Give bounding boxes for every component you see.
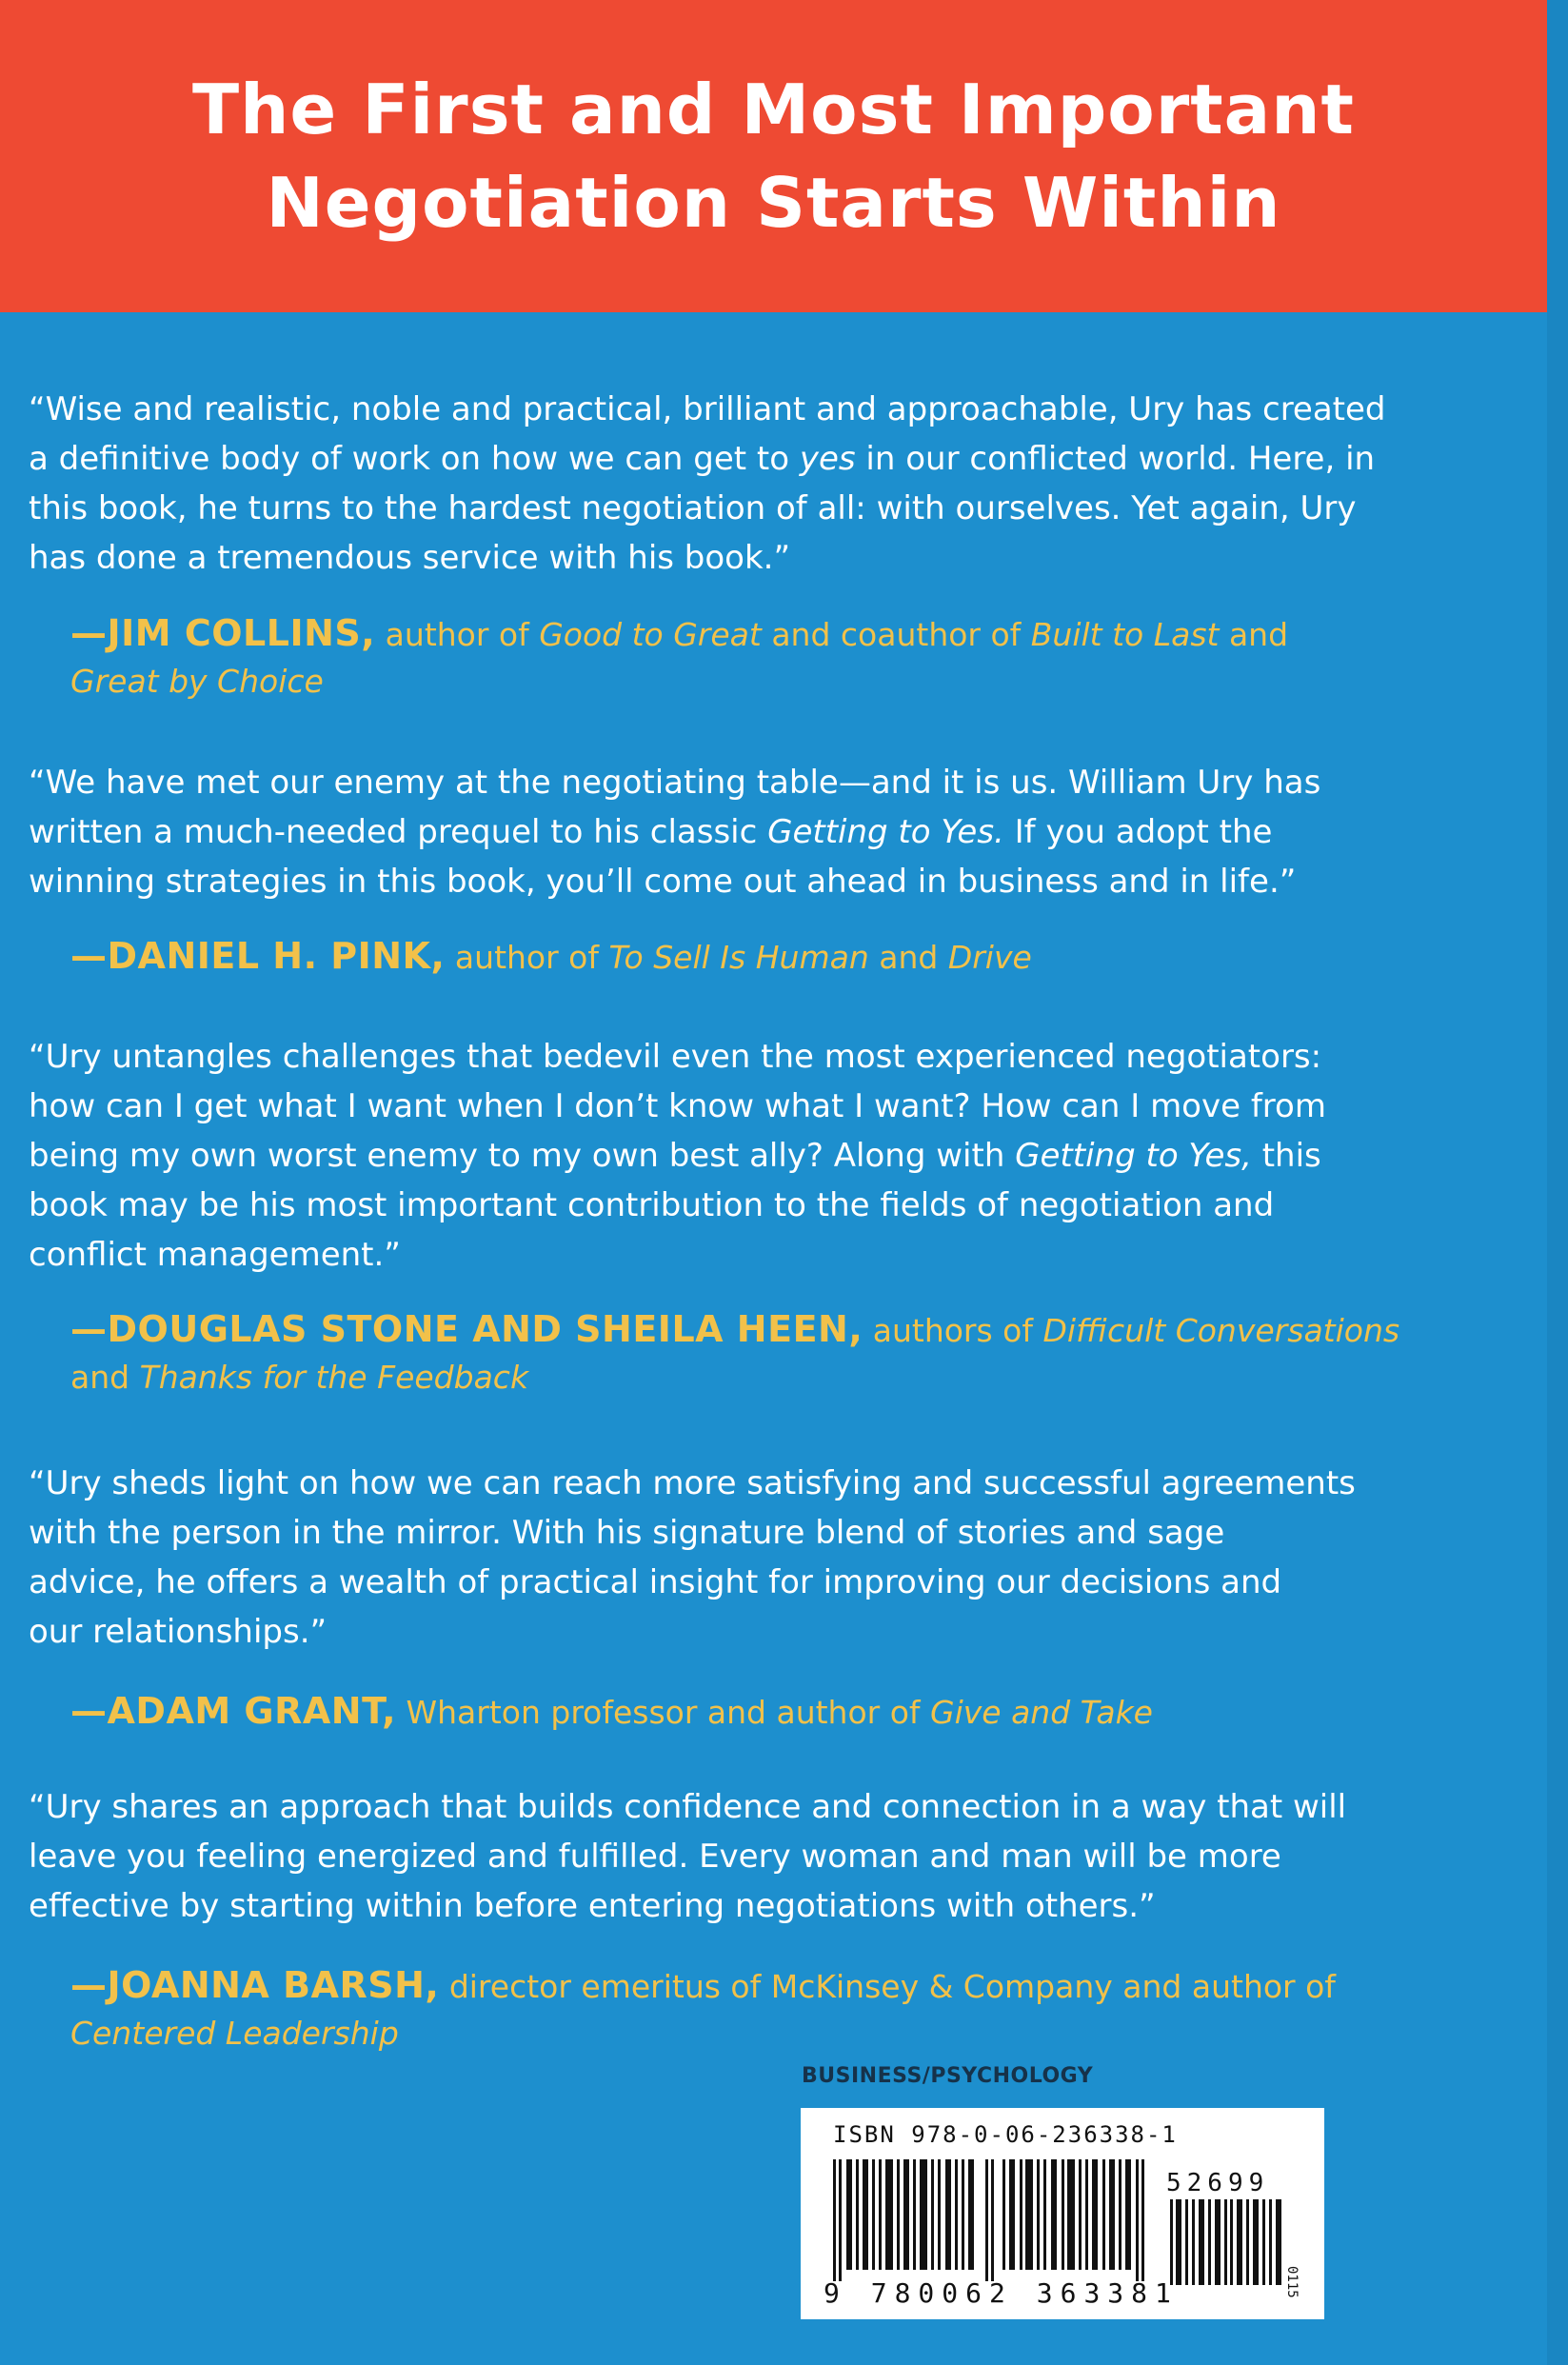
vertical-code: 0115 (1284, 2266, 1300, 2298)
quote-line: a definitive body of work on how we can get to yes in our conflicted world. Here, in (29, 440, 1376, 478)
attribution-adam-grant: —ADAM GRANT, Wharton professor and author of Give and Take (70, 1690, 1153, 1732)
quote-line: book may be his most important contribution to the fields of negotiation and (29, 1186, 1275, 1224)
addon-barcode-bars (1170, 2199, 1294, 2285)
price-code: 52699 (1166, 2169, 1270, 2197)
title-line-1: The First and Most Important (192, 70, 1355, 149)
quote-line: winning strategies in this book, you’ll come out ahead in business and in life.” (29, 863, 1297, 901)
quote-line: “Wise and realistic, noble and practical, brilliant and approachable, Ury has created (29, 390, 1386, 428)
title-banner (0, 0, 1547, 312)
category-label: BUSINESS/PSYCHOLOGY (802, 2064, 1094, 2088)
quote-line: written a much-needed prequel to his classic Getting to Yes. If you adopt the (29, 813, 1273, 851)
cover-edge (1547, 0, 1568, 2365)
quote-line: “We have met our enemy at the negotiating table—and it is us. William Ury has (29, 764, 1321, 802)
quote-line: being my own worst enemy to my own best ally? Along with Getting to Yes, this (29, 1137, 1321, 1175)
barcode-digits: 9 780062 363381 (824, 2277, 1179, 2309)
attribution-jim-collins: —JIM COLLINS, author of Good to Great and coauthor of Built to Last and Great by Choice (70, 612, 1289, 700)
quote-line: effective by starting within before entering negotiations with others.” (29, 1887, 1156, 1925)
quote-line: advice, he offers a wealth of practical insight for improving our decisions and (29, 1563, 1282, 1601)
quote-line: “Ury sheds light on how we can reach more satisfying and successful agreements (29, 1464, 1356, 1502)
attribution-stone-heen: —DOUGLAS STONE AND SHEILA HEEN, authors of Difficult Conversations and Thanks for the Feedback (70, 1308, 1400, 1396)
quote-line: leave you feeling energized and fulfilled. Every woman and man will be more (29, 1838, 1281, 1876)
quote-line: our relationships.” (29, 1613, 327, 1651)
quote-jim-collins (29, 385, 1438, 583)
author-name: —DOUGLAS STONE AND SHEILA HEEN, (70, 1308, 863, 1350)
isbn-number: ISBN 978-0-06-236338-1 (833, 2121, 1178, 2148)
quote-line: this book, he turns to the hardest negotiation of all: with ourselves. Yet again, Ury (29, 489, 1357, 527)
quote-line: “Ury shares an approach that builds confidence and connection in a way that will (29, 1788, 1347, 1826)
title-line-2: Negotiation Starts Within (266, 163, 1281, 243)
quote-adam-grant (29, 1459, 1438, 1657)
author-name: —JIM COLLINS, (70, 612, 376, 654)
quote-line: conflict management.” (29, 1236, 401, 1274)
quote-stone-heen (29, 1032, 1438, 1280)
quote-line: how can I get what I want when I don’t know what I want? How can I move from (29, 1087, 1326, 1125)
quote-daniel-pink (29, 758, 1438, 906)
main-barcode-bars (833, 2159, 1166, 2281)
author-name: —JOANNA BARSH, (70, 1964, 440, 2006)
quote-line: “Ury untangles challenges that bedevil even the most experienced negotiators: (29, 1038, 1322, 1076)
quote-line: has done a tremendous service with his book.” (29, 539, 791, 577)
attribution-daniel-pink: —DANIEL H. PINK, author of To Sell Is Human and Drive (70, 935, 1032, 977)
quote-joanna-barsh (29, 1782, 1438, 1931)
quote-line: with the person in the mirror. With his signature blend of stories and sage (29, 1514, 1225, 1552)
isbn-barcode (801, 2108, 1324, 2319)
author-name: —DANIEL H. PINK, (70, 935, 446, 977)
author-name: —ADAM GRANT, (70, 1690, 397, 1732)
attribution-joanna-barsh: —JOANNA BARSH, director emeritus of McKinsey & Company and author of Centered Leadership (70, 1964, 1336, 2052)
